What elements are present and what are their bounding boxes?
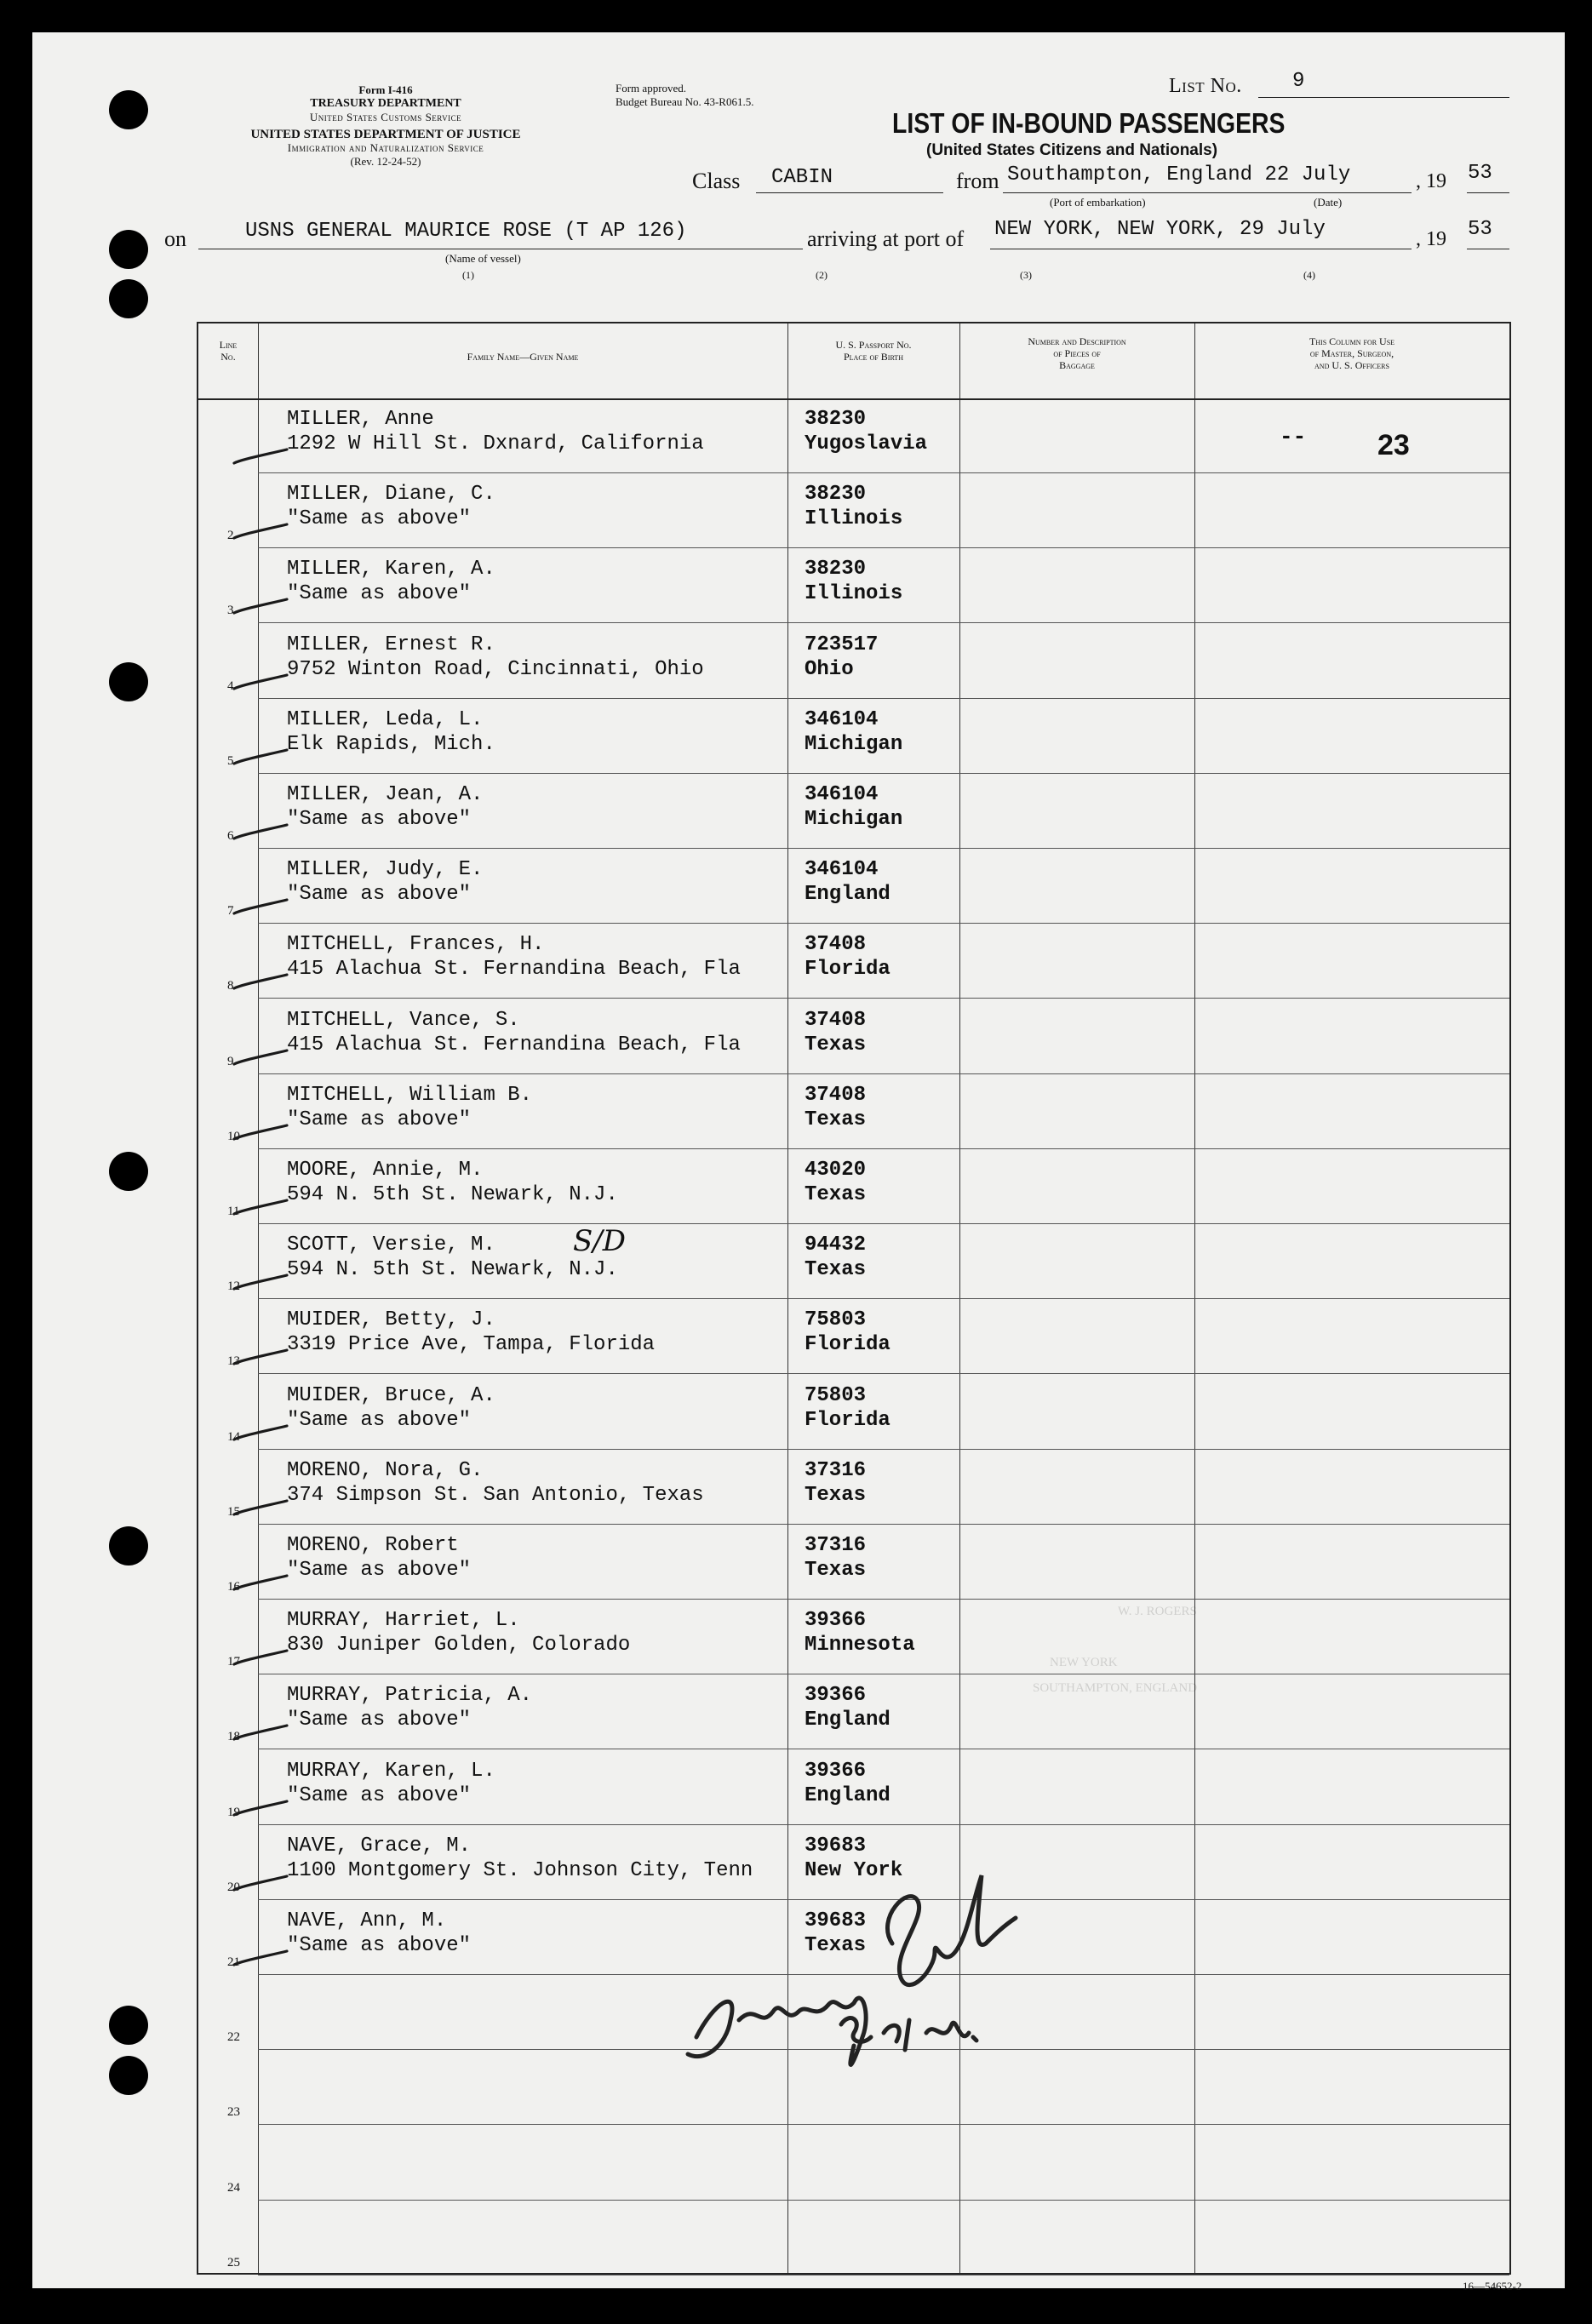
passport-cell bbox=[805, 1458, 866, 1508]
family-given-name: MILLER, Leda, L. bbox=[287, 707, 484, 731]
bleed-text: NEW YORK bbox=[1050, 1656, 1118, 1669]
column-number-3: (3) bbox=[1020, 269, 1032, 281]
header-passport: U. S. Passport No. Place of Birth bbox=[835, 339, 912, 363]
line-number: 13 bbox=[227, 1354, 240, 1369]
place-of-birth: Florida bbox=[805, 1333, 890, 1357]
table-row bbox=[198, 774, 1509, 849]
check-tick-mark bbox=[232, 1049, 289, 1068]
passenger-name bbox=[287, 932, 741, 982]
address: 830 Juniper Golden, Colorado bbox=[287, 1634, 631, 1657]
punch-hole bbox=[109, 662, 148, 701]
punch-hole bbox=[109, 279, 148, 318]
family-given-name: MITCHELL, Vance, S. bbox=[287, 1008, 520, 1032]
check-tick-mark bbox=[232, 973, 289, 992]
passport-number: 75803 bbox=[805, 1308, 867, 1332]
place-of-birth: Texas bbox=[805, 1108, 867, 1131]
date-caption: (Date) bbox=[1314, 196, 1343, 209]
passport-number: 37316 bbox=[805, 1534, 867, 1557]
address: Elk Rapids, Mich. bbox=[287, 732, 495, 756]
revision-date: (Rev. 12-24-52) bbox=[350, 155, 421, 168]
line-number: 11 bbox=[227, 1205, 240, 1218]
passport-number: 39366 bbox=[805, 1609, 867, 1633]
table-row bbox=[198, 1525, 1509, 1600]
place-of-birth: Michigan bbox=[805, 732, 903, 756]
table-row bbox=[198, 473, 1509, 548]
passenger-name bbox=[287, 1533, 471, 1583]
line-number: 15 bbox=[227, 1504, 240, 1519]
passport-number: 39683 bbox=[805, 1834, 867, 1857]
check-tick-mark bbox=[232, 1724, 289, 1743]
family-given-name: MILLER, Jean, A. bbox=[287, 783, 484, 806]
place-of-birth: Texas bbox=[805, 1483, 867, 1507]
table-row bbox=[198, 1375, 1509, 1450]
line-number: 3 bbox=[227, 604, 234, 618]
header-line-no: Line No. bbox=[219, 339, 238, 363]
passport-number: 39683 bbox=[805, 1909, 867, 1932]
header-baggage: Number and Description of Pieces of Baggage bbox=[1028, 335, 1126, 371]
line-number: 2 bbox=[227, 529, 234, 543]
address: 9752 Winton Road, Cincinnati, Ohio bbox=[287, 657, 704, 681]
address: 3319 Price Ave, Tampa, Florida bbox=[287, 1333, 656, 1357]
year-1: 53 bbox=[1468, 162, 1492, 185]
passenger-name bbox=[287, 707, 495, 757]
line-number: 4 bbox=[227, 678, 234, 693]
family-given-name: MURRAY, Karen, L. bbox=[287, 1759, 495, 1783]
family-given-name: SCOTT, Versie, M. bbox=[287, 1234, 495, 1257]
passport-number: 39366 bbox=[805, 1759, 867, 1783]
table-row bbox=[198, 1149, 1509, 1224]
family-given-name: MURRAY, Harriet, L. bbox=[287, 1609, 520, 1633]
line-number: 9 bbox=[227, 1054, 234, 1068]
handwritten-note: S/D bbox=[573, 1224, 627, 1259]
passport-cell bbox=[805, 932, 890, 982]
table-row bbox=[198, 924, 1509, 999]
footer-code: 16—54652-2 bbox=[1463, 2280, 1522, 2293]
passport-cell bbox=[805, 1233, 866, 1282]
passenger-name bbox=[287, 633, 704, 682]
check-tick-mark bbox=[232, 1124, 289, 1142]
place-of-birth: New York bbox=[805, 1858, 903, 1882]
budget-text: Budget Bureau No. 43-R061.5. bbox=[616, 95, 754, 108]
passport-cell bbox=[805, 1383, 890, 1433]
passport-number: 75803 bbox=[805, 1383, 867, 1407]
passport-cell bbox=[805, 1759, 890, 1808]
place-of-birth: Michigan bbox=[805, 808, 903, 831]
table-row bbox=[198, 999, 1509, 1074]
address: "Same as above" bbox=[287, 1408, 472, 1432]
header-name: Family Name—Given Name bbox=[467, 351, 579, 363]
place-of-birth: Ohio bbox=[805, 657, 854, 681]
family-given-name: MILLER, Ernest R. bbox=[287, 633, 495, 656]
family-given-name: MORENO, Nora, G. bbox=[287, 1458, 484, 1482]
bleed-text: SOUTHAMPTON, ENGLAND bbox=[1033, 1681, 1198, 1695]
check-tick-mark bbox=[232, 1875, 289, 1893]
check-tick-mark bbox=[232, 898, 289, 917]
check-tick-mark bbox=[232, 673, 289, 692]
passport-cell bbox=[805, 1608, 915, 1657]
line-number: 23 bbox=[227, 2105, 240, 2120]
table-row bbox=[198, 2201, 1509, 2275]
line-number: 22 bbox=[227, 2030, 240, 2045]
passenger-name bbox=[287, 407, 704, 456]
approved-text: Form approved. bbox=[616, 82, 687, 94]
family-given-name: NAVE, Grace, M. bbox=[287, 1834, 472, 1857]
passport-number: 94432 bbox=[805, 1234, 867, 1257]
document-title: LIST OF IN-BOUND PASSENGERS bbox=[892, 107, 1286, 139]
passport-number: 38230 bbox=[805, 483, 867, 507]
punch-hole bbox=[109, 230, 148, 269]
line-number: 20 bbox=[227, 1880, 240, 1894]
passenger-name bbox=[287, 1383, 495, 1433]
table-header bbox=[198, 323, 1509, 400]
place-of-birth: Florida bbox=[805, 1408, 890, 1432]
passport-cell bbox=[805, 557, 902, 606]
class-value: CABIN bbox=[771, 166, 833, 189]
place-of-birth: Illinois bbox=[805, 507, 903, 531]
passport-number: 37408 bbox=[805, 1008, 867, 1032]
address: "Same as above" bbox=[287, 1783, 472, 1807]
address: 415 Alachua St. Fernandina Beach, Fla bbox=[287, 1033, 741, 1056]
check-tick-mark bbox=[232, 598, 289, 616]
passport-cell bbox=[805, 1083, 866, 1132]
line-number: 8 bbox=[227, 979, 234, 993]
check-tick-mark bbox=[232, 523, 289, 541]
check-tick-mark bbox=[232, 1800, 289, 1818]
check-tick-mark bbox=[232, 448, 289, 467]
from-line bbox=[1003, 192, 1412, 193]
agency-header bbox=[224, 83, 547, 124]
passport-cell bbox=[805, 857, 890, 907]
family-given-name: MILLER, Anne bbox=[287, 408, 434, 431]
table-row bbox=[198, 624, 1509, 699]
on-label: on bbox=[164, 226, 186, 251]
check-tick-mark bbox=[232, 748, 289, 767]
passport-number: 39366 bbox=[805, 1684, 867, 1708]
punch-hole bbox=[109, 2056, 148, 2095]
passenger-name bbox=[287, 1683, 532, 1732]
passport-number: 43020 bbox=[805, 1159, 867, 1182]
line-number: 25 bbox=[227, 2255, 240, 2270]
punch-hole bbox=[109, 90, 148, 129]
line-number: 14 bbox=[227, 1429, 240, 1444]
address: 1292 W Hill St. Dxnard, California bbox=[287, 432, 704, 455]
passport-number: 37316 bbox=[805, 1458, 867, 1482]
passport-number: 723517 bbox=[805, 633, 879, 656]
table-row bbox=[198, 2126, 1509, 2201]
passport-number: 346104 bbox=[805, 858, 879, 882]
family-given-name: MUIDER, Bruce, A. bbox=[287, 1383, 495, 1407]
passenger-name bbox=[287, 482, 495, 531]
address: "Same as above" bbox=[287, 883, 472, 907]
family-given-name: MURRAY, Patricia, A. bbox=[287, 1684, 533, 1708]
line-number: 16 bbox=[227, 1580, 240, 1594]
address: 415 Alachua St. Fernandina Beach, Fla bbox=[287, 958, 741, 982]
address: "Same as above" bbox=[287, 1934, 472, 1957]
class-line bbox=[756, 192, 943, 193]
passport-cell bbox=[805, 1683, 890, 1732]
table-row bbox=[198, 1074, 1509, 1149]
place-of-birth: England bbox=[805, 883, 890, 907]
family-given-name: MOORE, Annie, M. bbox=[287, 1159, 484, 1182]
family-given-name: MILLER, Diane, C. bbox=[287, 483, 495, 507]
address: 594 N. 5th St. Newark, N.J. bbox=[287, 1183, 618, 1206]
passport-cell bbox=[805, 707, 902, 757]
passport-cell bbox=[805, 1308, 890, 1357]
address: "Same as above" bbox=[287, 1709, 472, 1732]
passport-number: 346104 bbox=[805, 783, 879, 806]
customs-service: United States Customs Service bbox=[309, 111, 462, 123]
address: 594 N. 5th St. Newark, N.J. bbox=[287, 1258, 618, 1282]
list-number: 9 bbox=[1292, 70, 1305, 93]
passenger-name bbox=[287, 557, 495, 606]
check-tick-mark bbox=[232, 1649, 289, 1668]
port-caption: (Port of embarkation) bbox=[1050, 196, 1146, 209]
bleed-text: W. J. ROGERS bbox=[1118, 1605, 1197, 1618]
header-officers: This Column for Use of Master, Surgeon, and U. S. Officers bbox=[1309, 335, 1395, 371]
from-value: Southampton, England 22 July bbox=[1007, 163, 1351, 186]
arriving-label: arriving at port of bbox=[807, 226, 965, 251]
table-row bbox=[198, 1224, 1509, 1299]
check-tick-mark bbox=[232, 1949, 289, 1968]
place-of-birth: England bbox=[805, 1783, 890, 1807]
passport-cell bbox=[805, 782, 902, 832]
passport-number: 38230 bbox=[805, 408, 867, 431]
passenger-name bbox=[287, 1158, 618, 1207]
address: "Same as above" bbox=[287, 582, 472, 606]
column-number-4: (4) bbox=[1303, 269, 1315, 281]
form-number: Form I-416 bbox=[358, 83, 413, 96]
line-number: 17 bbox=[227, 1655, 240, 1669]
punch-hole bbox=[109, 1152, 148, 1191]
arriving-value: NEW YORK, NEW YORK, 29 July bbox=[994, 218, 1326, 241]
line-number: 24 bbox=[227, 2180, 240, 2195]
line-number: 21 bbox=[227, 1955, 240, 1969]
passenger-name bbox=[287, 1458, 704, 1508]
check-tick-mark bbox=[232, 1424, 289, 1443]
list-label: List No. bbox=[1169, 75, 1242, 97]
table-row bbox=[198, 699, 1509, 774]
justice-dept: UNITED STATES DEPARTMENT OF JUSTICE bbox=[250, 128, 521, 141]
passport-number: 38230 bbox=[805, 558, 867, 581]
table-row bbox=[198, 849, 1509, 924]
form-approved bbox=[616, 82, 753, 109]
address: "Same as above" bbox=[287, 507, 472, 531]
check-tick-mark bbox=[232, 1199, 289, 1217]
address: "Same as above" bbox=[287, 808, 472, 831]
passport-cell bbox=[805, 482, 902, 531]
list-no-line bbox=[1258, 97, 1509, 98]
year-2: 53 bbox=[1468, 218, 1492, 241]
year-line-1 bbox=[1467, 192, 1509, 193]
place-of-birth: Texas bbox=[805, 1934, 867, 1957]
family-given-name: NAVE, Ann, M. bbox=[287, 1909, 447, 1932]
table-row bbox=[198, 398, 1509, 473]
vessel-name: USNS GENERAL MAURICE ROSE (T AP 126) bbox=[245, 220, 687, 243]
passport-number: 37408 bbox=[805, 933, 867, 957]
place-of-birth: Texas bbox=[805, 1559, 867, 1582]
address: 374 Simpson St. San Antonio, Texas bbox=[287, 1483, 704, 1507]
family-given-name: MITCHELL, Frances, H. bbox=[287, 933, 545, 957]
officer-mark: -- bbox=[1280, 424, 1307, 449]
passenger-name bbox=[287, 1909, 471, 1958]
place-of-birth: Minnesota bbox=[805, 1634, 915, 1657]
document-subtitle: (United States Citizens and Nationals) bbox=[926, 141, 1218, 159]
treasury-dept: TREASURY DEPARTMENT bbox=[310, 97, 461, 110]
passport-cell bbox=[805, 1158, 866, 1207]
passport-cell bbox=[805, 1533, 866, 1583]
check-tick-mark bbox=[232, 1348, 289, 1367]
family-given-name: MORENO, Robert bbox=[287, 1534, 459, 1557]
passenger-name bbox=[287, 1759, 495, 1808]
line-number: 5 bbox=[227, 753, 234, 768]
place-of-birth: Florida bbox=[805, 958, 890, 982]
year-prefix-1: , 19 bbox=[1416, 170, 1446, 192]
address: 1100 Montgomery St. Johnson City, Tenn bbox=[287, 1858, 753, 1882]
officer-count: 23 bbox=[1377, 429, 1410, 461]
year-prefix-2: , 19 bbox=[1416, 228, 1446, 250]
line-number: 6 bbox=[227, 829, 234, 843]
family-given-name: MILLER, Judy, E. bbox=[287, 858, 484, 882]
passport-cell bbox=[805, 1008, 866, 1057]
line-number: 18 bbox=[227, 1730, 240, 1744]
table-row bbox=[198, 548, 1509, 623]
vessel-caption: (Name of vessel) bbox=[445, 252, 521, 265]
family-given-name: MILLER, Karen, A. bbox=[287, 558, 495, 581]
passport-cell bbox=[805, 407, 927, 456]
line-number: 12 bbox=[227, 1279, 240, 1294]
check-tick-mark bbox=[232, 1574, 289, 1593]
punch-hole bbox=[109, 2006, 148, 2045]
passenger-name bbox=[287, 1008, 741, 1057]
place-of-birth: Texas bbox=[805, 1183, 867, 1206]
passenger-name bbox=[287, 1233, 618, 1282]
place-of-birth: Illinois bbox=[805, 582, 903, 606]
family-given-name: MUIDER, Betty, J. bbox=[287, 1308, 495, 1332]
passport-cell bbox=[805, 633, 878, 682]
check-tick-mark bbox=[232, 1499, 289, 1518]
place-of-birth: England bbox=[805, 1709, 890, 1732]
punch-hole bbox=[109, 1526, 148, 1566]
table-row bbox=[198, 1299, 1509, 1374]
place-of-birth: Texas bbox=[805, 1258, 867, 1282]
passenger-name bbox=[287, 857, 483, 907]
document-page bbox=[32, 32, 1565, 2293]
justice-header bbox=[190, 128, 581, 169]
place-of-birth: Texas bbox=[805, 1033, 867, 1056]
signature-text bbox=[679, 2092, 688, 2093]
line-number: 10 bbox=[227, 1129, 240, 1143]
passenger-name bbox=[287, 1308, 655, 1357]
family-given-name: MITCHELL, William B. bbox=[287, 1083, 533, 1107]
passenger-name bbox=[287, 1083, 532, 1132]
table-row bbox=[198, 1450, 1509, 1525]
line-number: 7 bbox=[227, 904, 234, 919]
check-tick-mark bbox=[232, 823, 289, 842]
passport-number: 346104 bbox=[805, 707, 879, 731]
place-of-birth: Yugoslavia bbox=[805, 432, 928, 455]
line-number: 19 bbox=[227, 1805, 240, 1819]
from-label: from bbox=[956, 169, 999, 193]
column-number-1: (1) bbox=[462, 269, 474, 281]
class-label: Class bbox=[692, 169, 741, 193]
ins-service: Immigration and Naturalization Service bbox=[287, 141, 484, 154]
passenger-name bbox=[287, 782, 483, 832]
bleed-through-stamp bbox=[1033, 1605, 1475, 2047]
address: "Same as above" bbox=[287, 1559, 472, 1582]
column-number-2: (2) bbox=[816, 269, 827, 281]
passenger-name bbox=[287, 1608, 630, 1657]
inspector-signature bbox=[679, 1850, 1037, 2088]
passport-number: 37408 bbox=[805, 1083, 867, 1107]
address: "Same as above" bbox=[287, 1108, 472, 1131]
check-tick-mark bbox=[232, 1274, 289, 1292]
